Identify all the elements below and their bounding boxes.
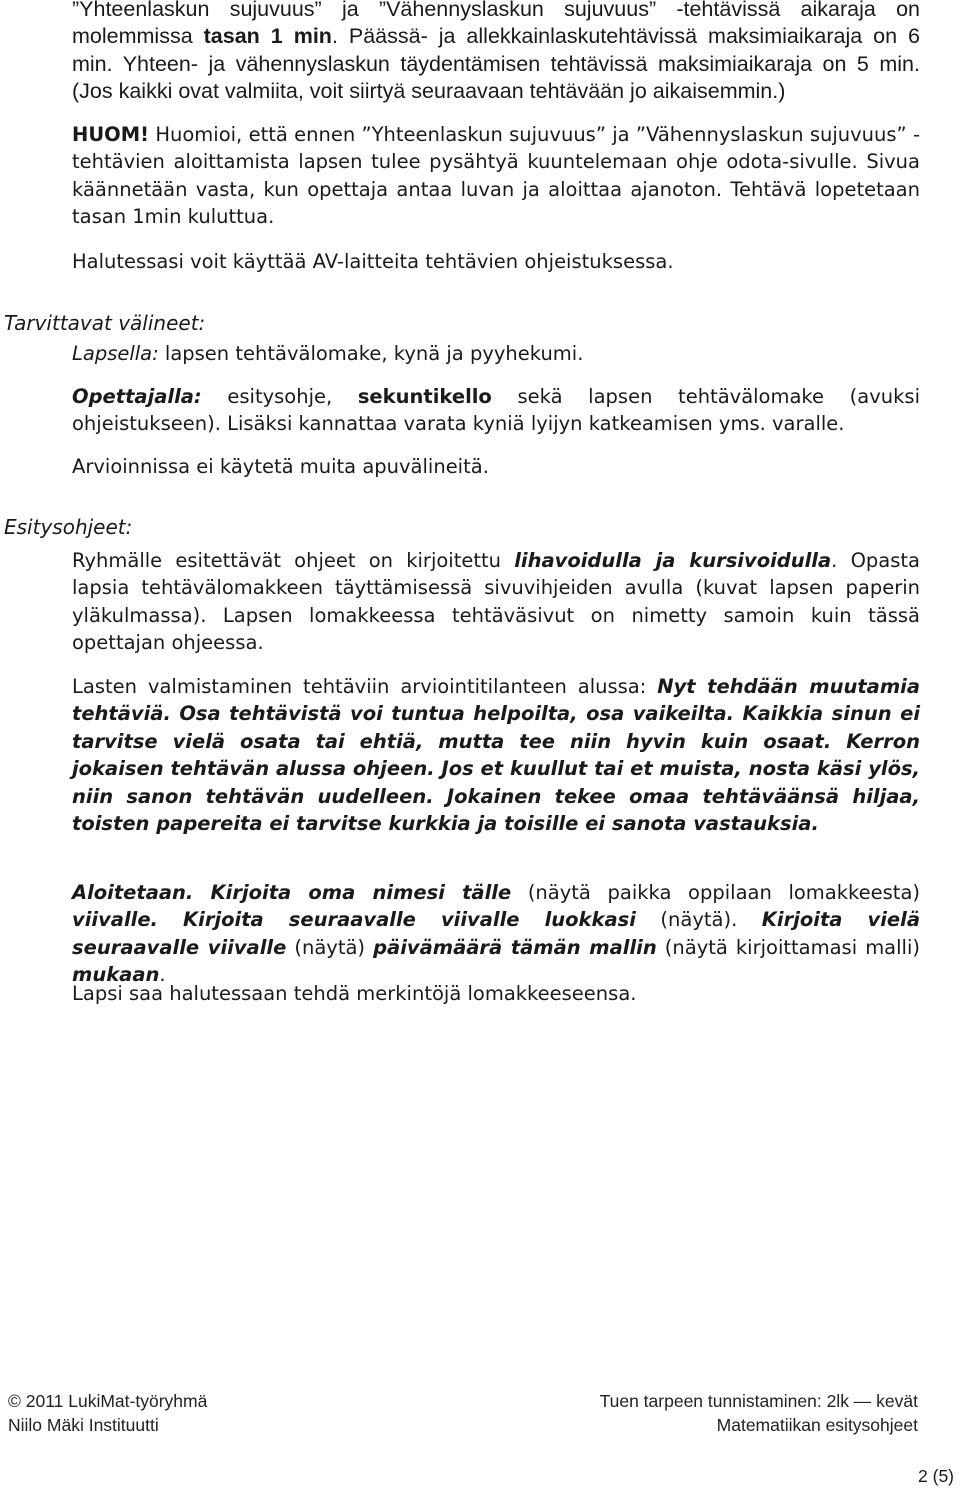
group-text-a: Ryhmälle esitettävät ohjeet on kirjoitettu: [72, 549, 515, 572]
preparation-paragraph: [72, 673, 920, 837]
teacher-tools-paragraph: [72, 383, 920, 438]
child-label: Lapsella:: [72, 342, 159, 365]
start-note-1: (näytä paikka oppilaan lomakkeesta): [511, 881, 920, 904]
time-limit-bold: tasan 1 min: [203, 24, 332, 49]
child-tools-paragraph: [72, 340, 920, 367]
footer-left: [8, 1389, 207, 1437]
teacher-text-bold: sekuntikello: [357, 385, 492, 408]
prep-text-a: Lasten valmistaminen tehtäviin arviointitilanteen alussa:: [72, 675, 658, 698]
av-paragraph: Halutessasi voit käyttää AV-laitteita tehtävien ohjeistuksessa.: [72, 250, 674, 273]
prep-spoken-text: Nyt tehdään muutamia tehtäviä. Osa tehtävistä voi tuntua helpoilta, osa vaikeilta. Kaikkia sinun ei tarvitse vielä osata tai ehtiä, mutta tee niin hyvin kuin osaat. Kerron jokaisen tehtävän alussa ohjeen. Jos et kuullut tai et muista, nosta käsi ylös, niin sanon tehtävän uudelleen. Jokainen tekee omaa tehtäväänsä hiljaa, toisten papereita ei tarvitse kurkkia ja toisille ei sanota vastauksia.: [72, 675, 920, 836]
marks-paragraph: Lapsi saa halutessaan tehdä merkintöjä lomakkeeseensa.: [72, 982, 637, 1005]
instructions-heading: Esitysohjeet:: [4, 515, 133, 539]
page-number: 2 (5): [918, 1466, 954, 1486]
start-spoken-4: päivämäärä tämän mallin: [373, 935, 657, 959]
teacher-text-a: esitysohje,: [201, 385, 358, 408]
footer-right: [600, 1389, 918, 1437]
huom-label: HUOM!: [72, 123, 150, 146]
huom-text: Huomioi, että ennen ”Yhteenlaskun sujuvuus” ja ”Vähennyslaskun sujuvuus” -tehtävien aloittamista lapsen tulee pysähtyä kuuntelemaan ohje odota-sivulle. Sivua käännetään vasta, kun opettaja antaa luvan ja aloittaa ajanoton. Tehtävä lopetetaan tasan 1min kuluttua.: [72, 123, 920, 229]
child-text: lapsen tehtävälomake, kynä ja pyyhekumi.: [158, 342, 584, 365]
start-note-2: (näytä).: [635, 908, 762, 932]
footer-title: Tuen tarpeen tunnistaminen: 2lk — kevät: [599, 1391, 918, 1411]
group-instructions-paragraph: [72, 547, 920, 657]
tools-heading: Tarvittavat välineet:: [4, 311, 206, 335]
start-spoken-5: mukaan: [72, 963, 160, 987]
time-limit-text-c: . Päässä- ja allekkainlaskutehtävissä maksimiaikaraja on 6 min. Yhteen- ja vähennyslaskun täydentämisen tehtävissä maksimiaikaraja on 5 min. (Jos kaikki ovat valmiita, voit siirtyä seuraavaan tehtävään jo aikaisemmin.): [72, 24, 920, 104]
start-note-4: (näytä kirjoittamasi malli): [656, 935, 920, 959]
footer-subtitle: Matematiikan esitysohjeet: [716, 1415, 918, 1435]
group-text-c: . Opasta lapsia tehtävälomakkeen täyttämisessä sivuvihjeiden avulla (kuvat lapsen paperin yläkulmassa). Lapsen lomakkeessa tehtäväsivut on nimetty samoin kuin tässä opettajan ohjeessa.: [72, 549, 920, 655]
start-spoken-3: Kirjoita vielä seuraavalle viivalle: [72, 908, 920, 959]
eval-paragraph: Arvioinnissa ei käytetä muita apuvälineitä.: [72, 455, 489, 478]
teacher-text-c: sekä lapsen tehtävälomake (avuksi ohjeistukseen). Lisäksi kannattaa varata kyniä lyijyn katkeamisen yms. varalle.: [72, 385, 920, 436]
teacher-label: Opettajalla:: [72, 385, 202, 408]
footer-copyright: © 2011 LukiMat-työryhmä: [8, 1391, 208, 1411]
start-note-3: (näytä): [286, 935, 374, 959]
start-spoken-1: Aloitetaan. Kirjoita oma nimesi tälle: [72, 881, 512, 904]
time-limit-text-a: ”Yhteenlaskun sujuvuus” ja ”Vähennyslaskun sujuvuus” -tehtävissä aikaraja on molemmissa: [72, 0, 920, 49]
start-spoken-2: viivalle. Kirjoita seuraavalle viivalle luokkasi: [72, 908, 636, 932]
huom-paragraph: [72, 121, 920, 231]
group-text-bold-italic: lihavoidulla ja kursivoidulla: [514, 549, 832, 572]
start-paragraph: [72, 879, 920, 989]
footer-institute: Niilo Mäki Instituutti: [8, 1415, 159, 1435]
time-limit-paragraph: [72, 0, 920, 106]
start-note-5: .: [159, 963, 166, 987]
